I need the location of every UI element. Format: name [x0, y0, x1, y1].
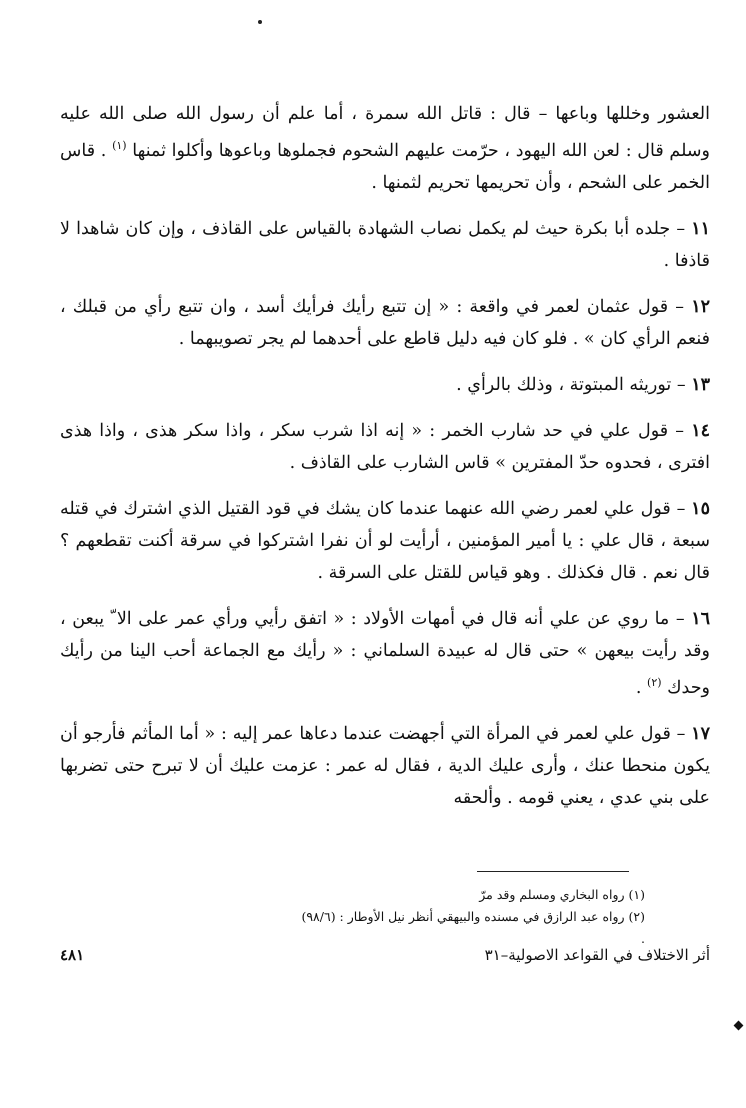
paragraph-number: ١٦ [691, 608, 710, 629]
footnote-2: (٢) رواه عبد الرازق في مسنده والبيهقي أنظر نيل الأوطار : (٩٨/٦) . [301, 909, 645, 946]
page-footer [60, 944, 710, 966]
paragraph-15 [60, 493, 710, 589]
paragraph-number: ١٥ [691, 498, 710, 519]
paragraph-text: – قول علي لعمر في المرأة التي أجهضت عندما دعاها عمر إليه : « أما المأثم فأرجو أن يكون منحطا عنك ، وأرى عليك الدية ، فقال له عمر : عزمت عليك أن لا تبرح حتى تضربها على بني عدي ، يعني قومه . وألحقه [60, 723, 710, 808]
paragraph-tail: . قاس الخمر على الشحم ، وأن تحريمها تحريم لثمنها . [60, 140, 710, 193]
footnote-divider [477, 871, 629, 872]
paragraph-number: ١٤ [691, 420, 710, 441]
paragraph-number: ١٧ [691, 723, 710, 744]
paragraph-text: – توريثه المبتوتة ، وذلك بالرأي . [456, 374, 686, 395]
paragraph-number: ١١ [691, 218, 710, 239]
footnote-ref-1[interactable]: (١) [112, 139, 127, 152]
paragraph-text: – قول علي لعمر رضي الله عنهما عندما كان يشك في قود القتيل الذي اشترك في قتله سبعة ، قال علي : يا أمير المؤمنين ، أرأيت لو أن نفرا اشتركوا في سرقة أكنت تقطعهم ؟ قال نعم . قال فكذلك . وهو قياس للقتل على السرقة . [60, 498, 710, 583]
paragraph-text: – قول عثمان لعمر في واقعة : « إن تتبع رأيك فرأيك أسد ، وان تتبع رأي من قبلك ، فنعم الرأي كان » . فلو كان فيه دليل قاطع على أحدهما لم يجر تصويبهما . [60, 296, 710, 349]
paragraph-14 [60, 415, 710, 479]
paragraph-16 [60, 603, 710, 704]
paragraph-13 [60, 369, 710, 401]
margin-mark [734, 1021, 744, 1031]
footnote-ref-2[interactable]: (٢) [647, 675, 662, 689]
paragraph-text: العشور وخللها وباعها – قال : قاتل الله سمرة ، أما علم أن رسول الله صلى الله عليه وسلم قال : لعن الله اليهود ، حرّمت عليهم الشحوم فجملوها وباعوها وأكلوا ثمنها [60, 104, 710, 161]
running-title: أثر الاختلاف في القواعد الاصولية–٣١ [484, 946, 710, 964]
footnote-1: (١) رواه البخاري ومسلم وقد مرّ [479, 887, 645, 902]
paragraph-text: – جلده أبا بكرة حيث لم يكمل نصاب الشهادة بالقياس على القاذف ، وإن كان شاهدا لا قاذفا . [60, 218, 710, 271]
paragraph-number: ١٢ [691, 296, 710, 317]
paragraph-text: – ما روي عن علي أنه قال في أمهات الأولاد : « اتفق رأيي ورأي عمر على الا ّ يبعن ، وقد رأيت بيعهن » حتى قال له عبيدة السلماني : « رأيك مع الجماعة أحب الينا من رأيك وحدك [60, 608, 710, 698]
page-number: ٤٨١ [60, 946, 85, 964]
paragraph-12 [60, 291, 710, 355]
paragraph-tail: . [635, 677, 642, 698]
page-body [60, 98, 710, 828]
paragraph-text: – قول علي في حد شارب الخمر : « إنه اذا شرب سكر ، واذا سكر هذى ، واذا هذى افترى ، فحدوه حدّ المفترين » قاس الشارب على القاذف . [60, 420, 710, 473]
footnotes [300, 884, 645, 950]
paragraph-continuation [60, 98, 710, 199]
paragraph-number: ١٣ [691, 374, 710, 395]
paragraph-11 [60, 213, 710, 277]
paragraph-17 [60, 718, 710, 814]
top-mark [258, 20, 262, 24]
